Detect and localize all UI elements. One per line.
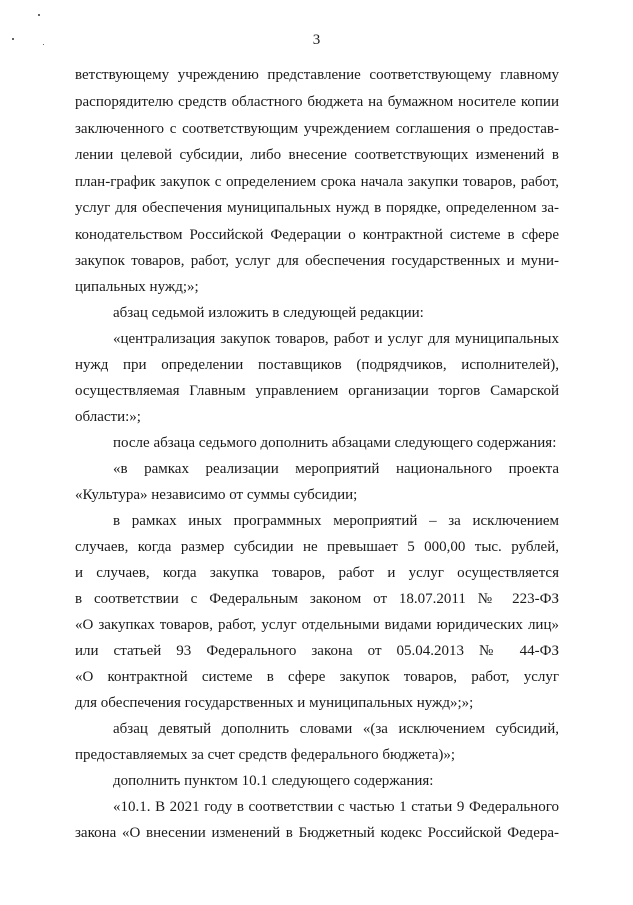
text-line: в соответствии с Федеральным законом от 18.07.2011 № 223-ФЗ <box>75 591 559 607</box>
text-line: закупок товаров, работ, услуг для обеспечения государственных и муни- <box>75 253 559 269</box>
text-line: план-график закупок с определением срока начала закупки товаров, работ, <box>75 174 559 190</box>
text-line: нужд при определении поставщиков (подрядчиков, исполнителей), <box>75 357 559 373</box>
text-line: «Культура» независимо от суммы субсидии; <box>75 487 358 503</box>
text-line: закона «О внесении изменений в Бюджетный кодекс Российской Федера- <box>75 825 559 841</box>
text-line: абзац девятый дополнить словами «(за исключением субсидий, <box>113 721 559 737</box>
text-line: дополнить пунктом 10.1 следующего содержания: <box>113 773 434 789</box>
text-line: для обеспечения государственных и муниципальных нужд»;»; <box>75 695 474 711</box>
text-line: осуществляемая Главным управлением организации торгов Самарской <box>75 383 559 399</box>
text-line: распорядителю средств областного бюджета на бумажном носителе копии <box>75 94 559 110</box>
text-line: абзац седьмой изложить в следующей редакции: <box>113 305 424 321</box>
text-line: «О закупках товаров, работ, услуг отдельными видами юридических лиц» <box>75 617 559 633</box>
scan-speck <box>38 14 40 16</box>
text-line: ципальных нужд;»; <box>75 279 199 295</box>
text-line: «в рамках реализации мероприятий национального проекта <box>113 461 559 477</box>
text-line: или статьей 93 Федерального закона от 05.04.2013 № 44-ФЗ <box>75 643 559 659</box>
text-line: лении целевой субсидии, либо внесение соответствующих изменений в <box>75 147 559 163</box>
text-line: «централизация закупок товаров, работ и услуг для муниципальных <box>113 331 559 347</box>
text-line: и случаев, когда закупка товаров, работ и услуг осуществляется <box>75 565 559 581</box>
text-line: «О контрактной системе в сфере закупок товаров, работ, услуг <box>75 669 559 685</box>
text-line: ветствующему учреждению представление соответствующему главному <box>75 67 559 83</box>
text-line: услуг для обеспечения муниципальных нужд в порядке, определенном за- <box>75 200 559 216</box>
text-line: после абзаца седьмого дополнить абзацами следующего содержания: <box>113 435 557 451</box>
text-line: области:»; <box>75 409 141 425</box>
page-number: 3 <box>312 32 321 48</box>
text-line: случаев, когда размер субсидии не превышает 5 000,00 тыс. рублей, <box>75 539 559 555</box>
text-line: «10.1. В 2021 году в соответствии с частью 1 статьи 9 Федерального <box>113 799 559 815</box>
text-line: предоставляемых за счет средств федерального бюджета)»; <box>75 747 456 763</box>
text-line: заключенного с соответствующим учреждением соглашения о предостав- <box>75 121 559 137</box>
text-line: в рамках иных программных мероприятий – за исключением <box>113 513 559 529</box>
text-line: конодательством Российской Федерации о контрактной системе в сфере <box>75 227 559 243</box>
